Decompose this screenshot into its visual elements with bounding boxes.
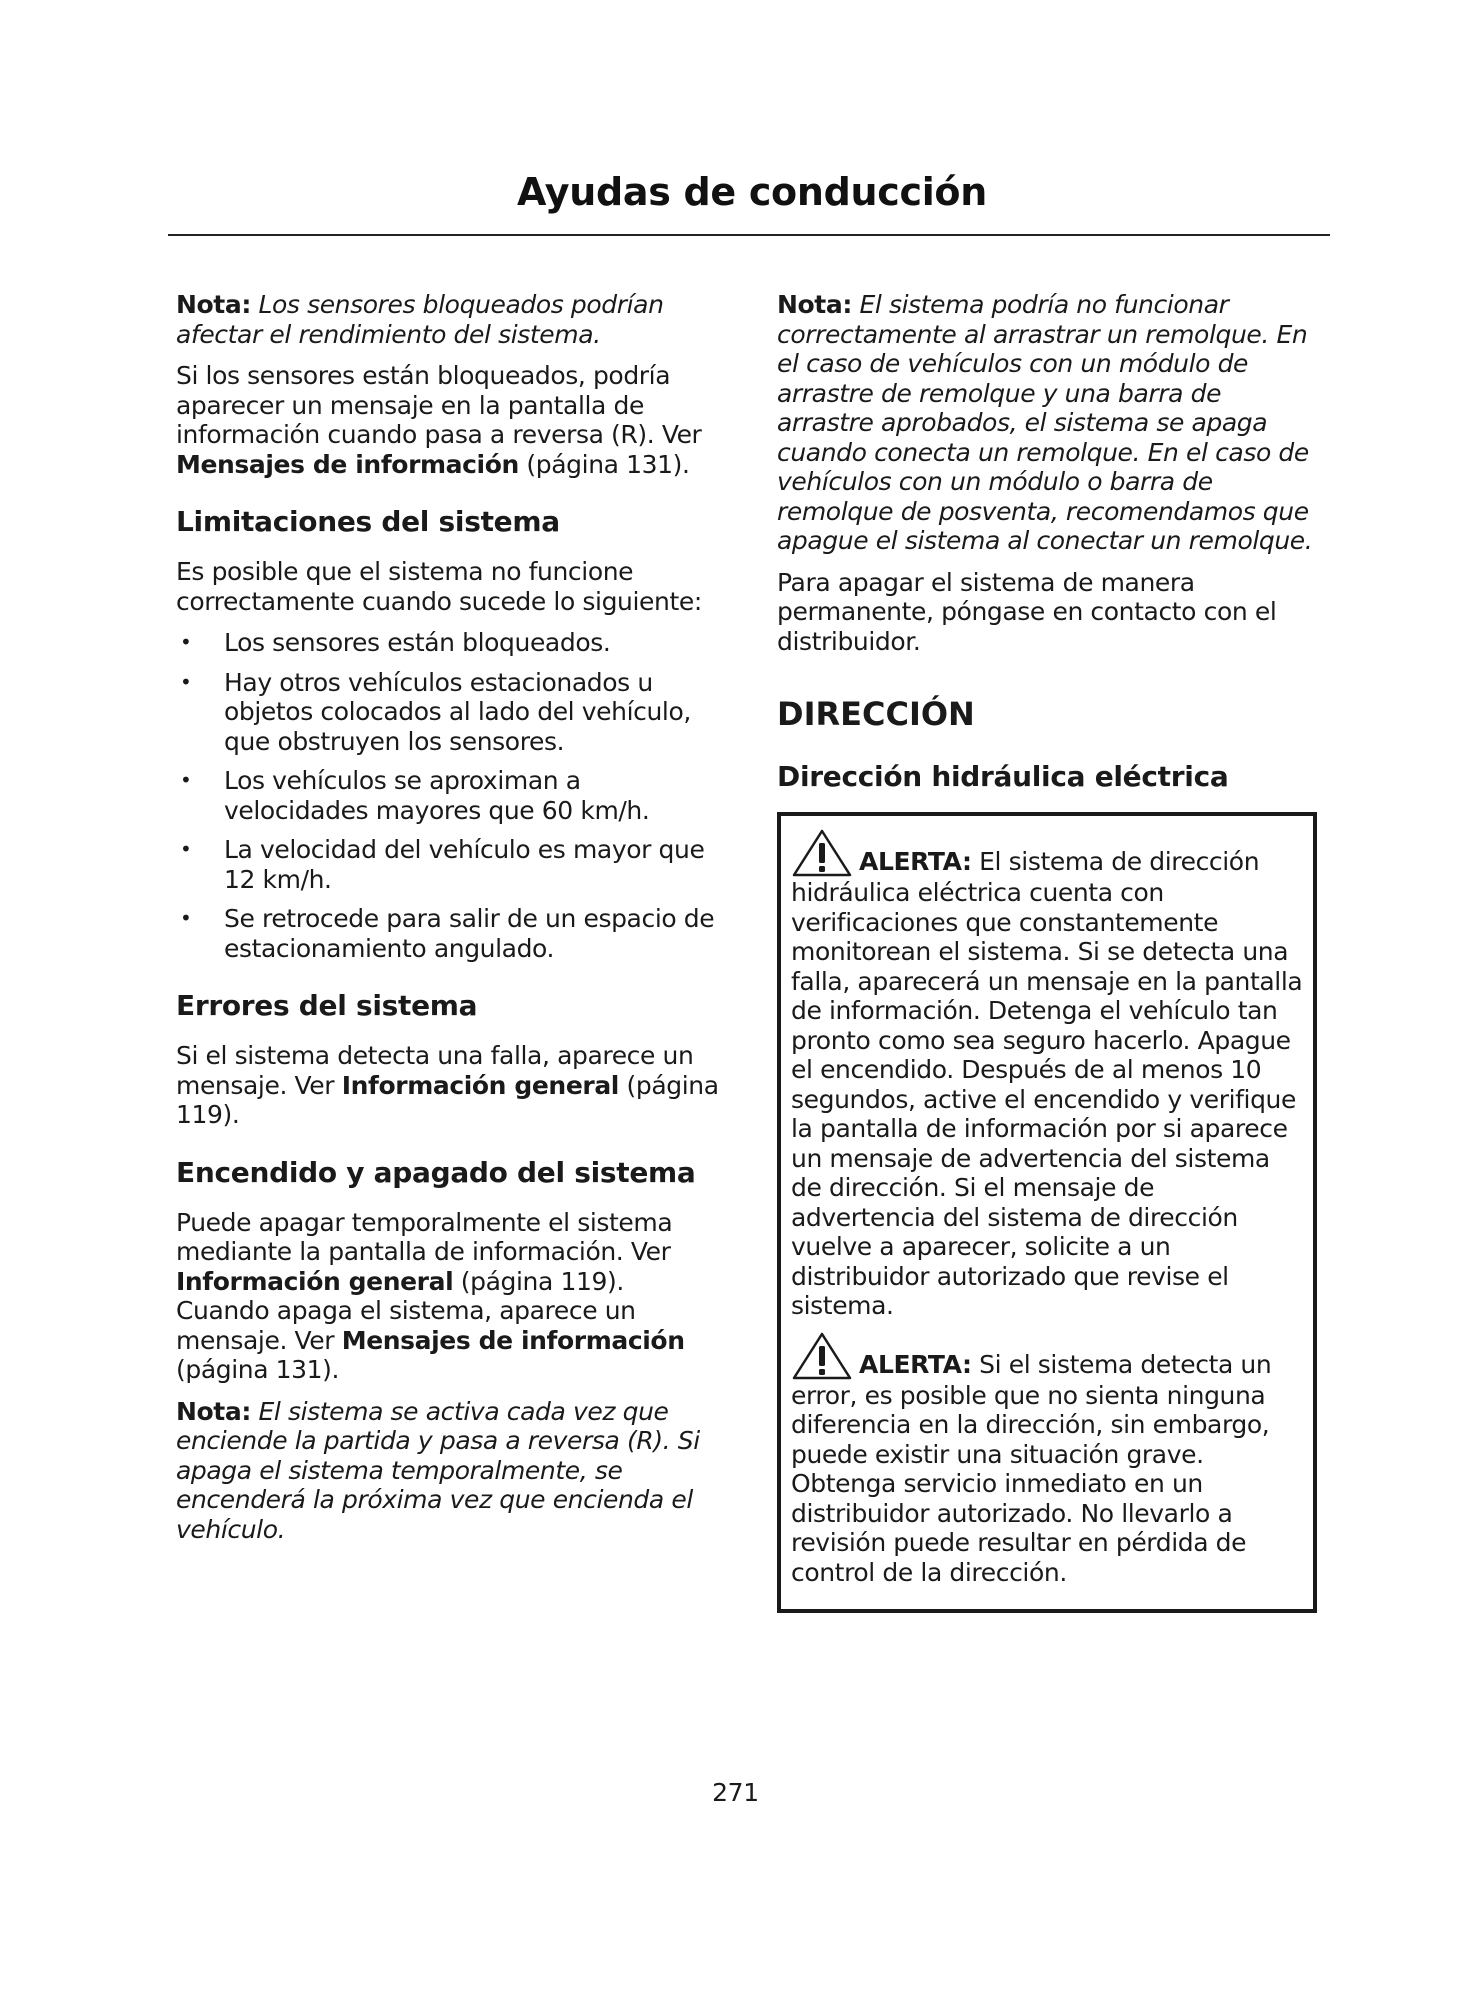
list-item-text: Se retrocede para salir de un espacio de estacionamiento angulado. [224,904,715,963]
note-label: Nota: [176,1396,251,1426]
paragraph-text: (página 119). Cuando apaga el sistema, aparece un mensaje. Ver [176,1266,636,1355]
warning-triangle-icon [791,828,853,878]
alert-paragraph [791,1331,1305,1588]
paragraph-text: Puede apagar temporalmente el sistema mediante la pantalla de información. Ver [176,1207,673,1266]
heading-errores: Errores del sistema [176,989,478,1022]
cross-reference-informacion: Información general [176,1266,454,1296]
note-sensores-bloqueados [176,290,724,349]
paragraph-errores [176,1041,724,1130]
paragraph-text: Si el sistema detecta una falla, aparece un mensaje. Ver [176,1041,694,1100]
bullet-icon: • [180,630,192,654]
note-text: El sistema se activa cada vez que enciende la partida y pasa a reversa (R). Si apaga el sistema temporalmente, se encenderá la próxima vez que encienda el vehículo. [176,1396,700,1544]
page-header [168,158,1330,236]
left-column [176,290,724,1556]
warning-triangle-icon [791,1331,853,1381]
note-activacion [176,1397,724,1545]
alert-box [777,812,1317,1613]
list-item [176,668,724,757]
paragraph-text: (página 131). [176,1355,340,1384]
bullet-icon: • [180,768,192,792]
list-item [176,628,724,658]
alert-label: ALERTA: [859,847,972,876]
alert-paragraph [791,828,1305,1321]
list-item [176,835,724,894]
cross-reference-mensajes: Mensajes de información [176,449,519,479]
paragraph-text: (página 119). [176,1070,719,1129]
list-item-text: La velocidad del vehículo es mayor que 12 km/h. [224,835,705,894]
list-item-text: Los sensores están bloqueados. [224,628,611,657]
list-item-text: Hay otros vehículos estacionados u objetos colocados al lado del vehículo, que obstruyen los sensores. [224,667,691,756]
heading-direccion: DIRECCIÓN [777,695,975,733]
limitations-list [176,628,724,963]
paragraph-sensores-bloqueados [176,361,724,479]
note-label: Nota: [777,290,852,319]
heading-direccion-hidraulica: Dirección hidráulica eléctrica [777,760,1229,793]
page-title: Ayudas de conducción [517,170,987,214]
bullet-icon: • [180,906,192,930]
alert-text: El sistema de dirección hidráulica eléctrica cuenta con verificaciones que constantemente monitorean el sistema. Si se detecta una falla, aparecerá un mensaje en la pantalla de información. Detenga el vehículo tan pronto como sea seguro hacerlo. Apague el encendido. Después de al menos 10 segundos, active el encendido y verifique la pantalla de información por si aparece un mensaje de advertencia del sistema de dirección. Si el mensaje de advertencia del sistema de dirección vuelve a aparecer, solicite a un distribuidor autorizado que revise el sistema. [791,847,1303,1320]
note-text: El sistema podría no funcionar correctamente al arrastrar un remolque. En el caso de vehículos con un módulo de arrastre de remolque y una barra de arrastre aprobados, el sistema se apaga cuando conecta un remolque. En el caso de vehículos con un módulo o barra de remolque de posventa, recomendamos que apague el sistema al conectar un remolque. [777,290,1313,555]
alert-label: ALERTA: [859,1349,972,1379]
note-text: Los sensores bloqueados podrían afectar el rendimiento del sistema. [176,290,664,349]
paragraph-limitaciones: Es posible que el sistema no funcione correctamente cuando sucede lo siguiente: [176,557,702,616]
list-item-text: Los vehículos se aproximan a velocidades mayores que 60 km/h. [224,766,650,825]
heading-encendido: Encendido y apagado del sistema [176,1155,696,1189]
bullet-icon: • [180,837,192,861]
note-label: Nota: [176,290,251,319]
cross-reference-mensajes: Mensajes de información [341,1325,685,1355]
alert-text: Si el sistema detecta un error, es posible que no sienta ninguna diferencia en la dirección, sin embargo, puede existir una situación grave. Obtenga servicio inmediato en un distribuidor autorizado. No llevarlo a revisión puede resultar en pérdida de control de la dirección. [791,1349,1272,1587]
page-number: 271 [712,1778,759,1807]
note-remolque [777,290,1317,556]
paragraph-text: Si los sensores están bloqueados, podría aparecer un mensaje en la pantalla de información cuando pasa a reversa (R). Ver [176,361,702,449]
paragraph-text: (página 131). [518,449,690,479]
right-column [777,290,1317,1613]
list-item [176,766,724,825]
bullet-icon: • [180,669,192,694]
cross-reference-informacion: Información general [341,1070,619,1100]
paragraph-encendido [176,1208,724,1385]
heading-limitaciones: Limitaciones del sistema [176,505,560,538]
list-item [176,904,724,963]
paragraph-apagar-permanente: Para apagar el sistema de manera permanente, póngase en contacto con el distribuidor. [777,567,1277,656]
